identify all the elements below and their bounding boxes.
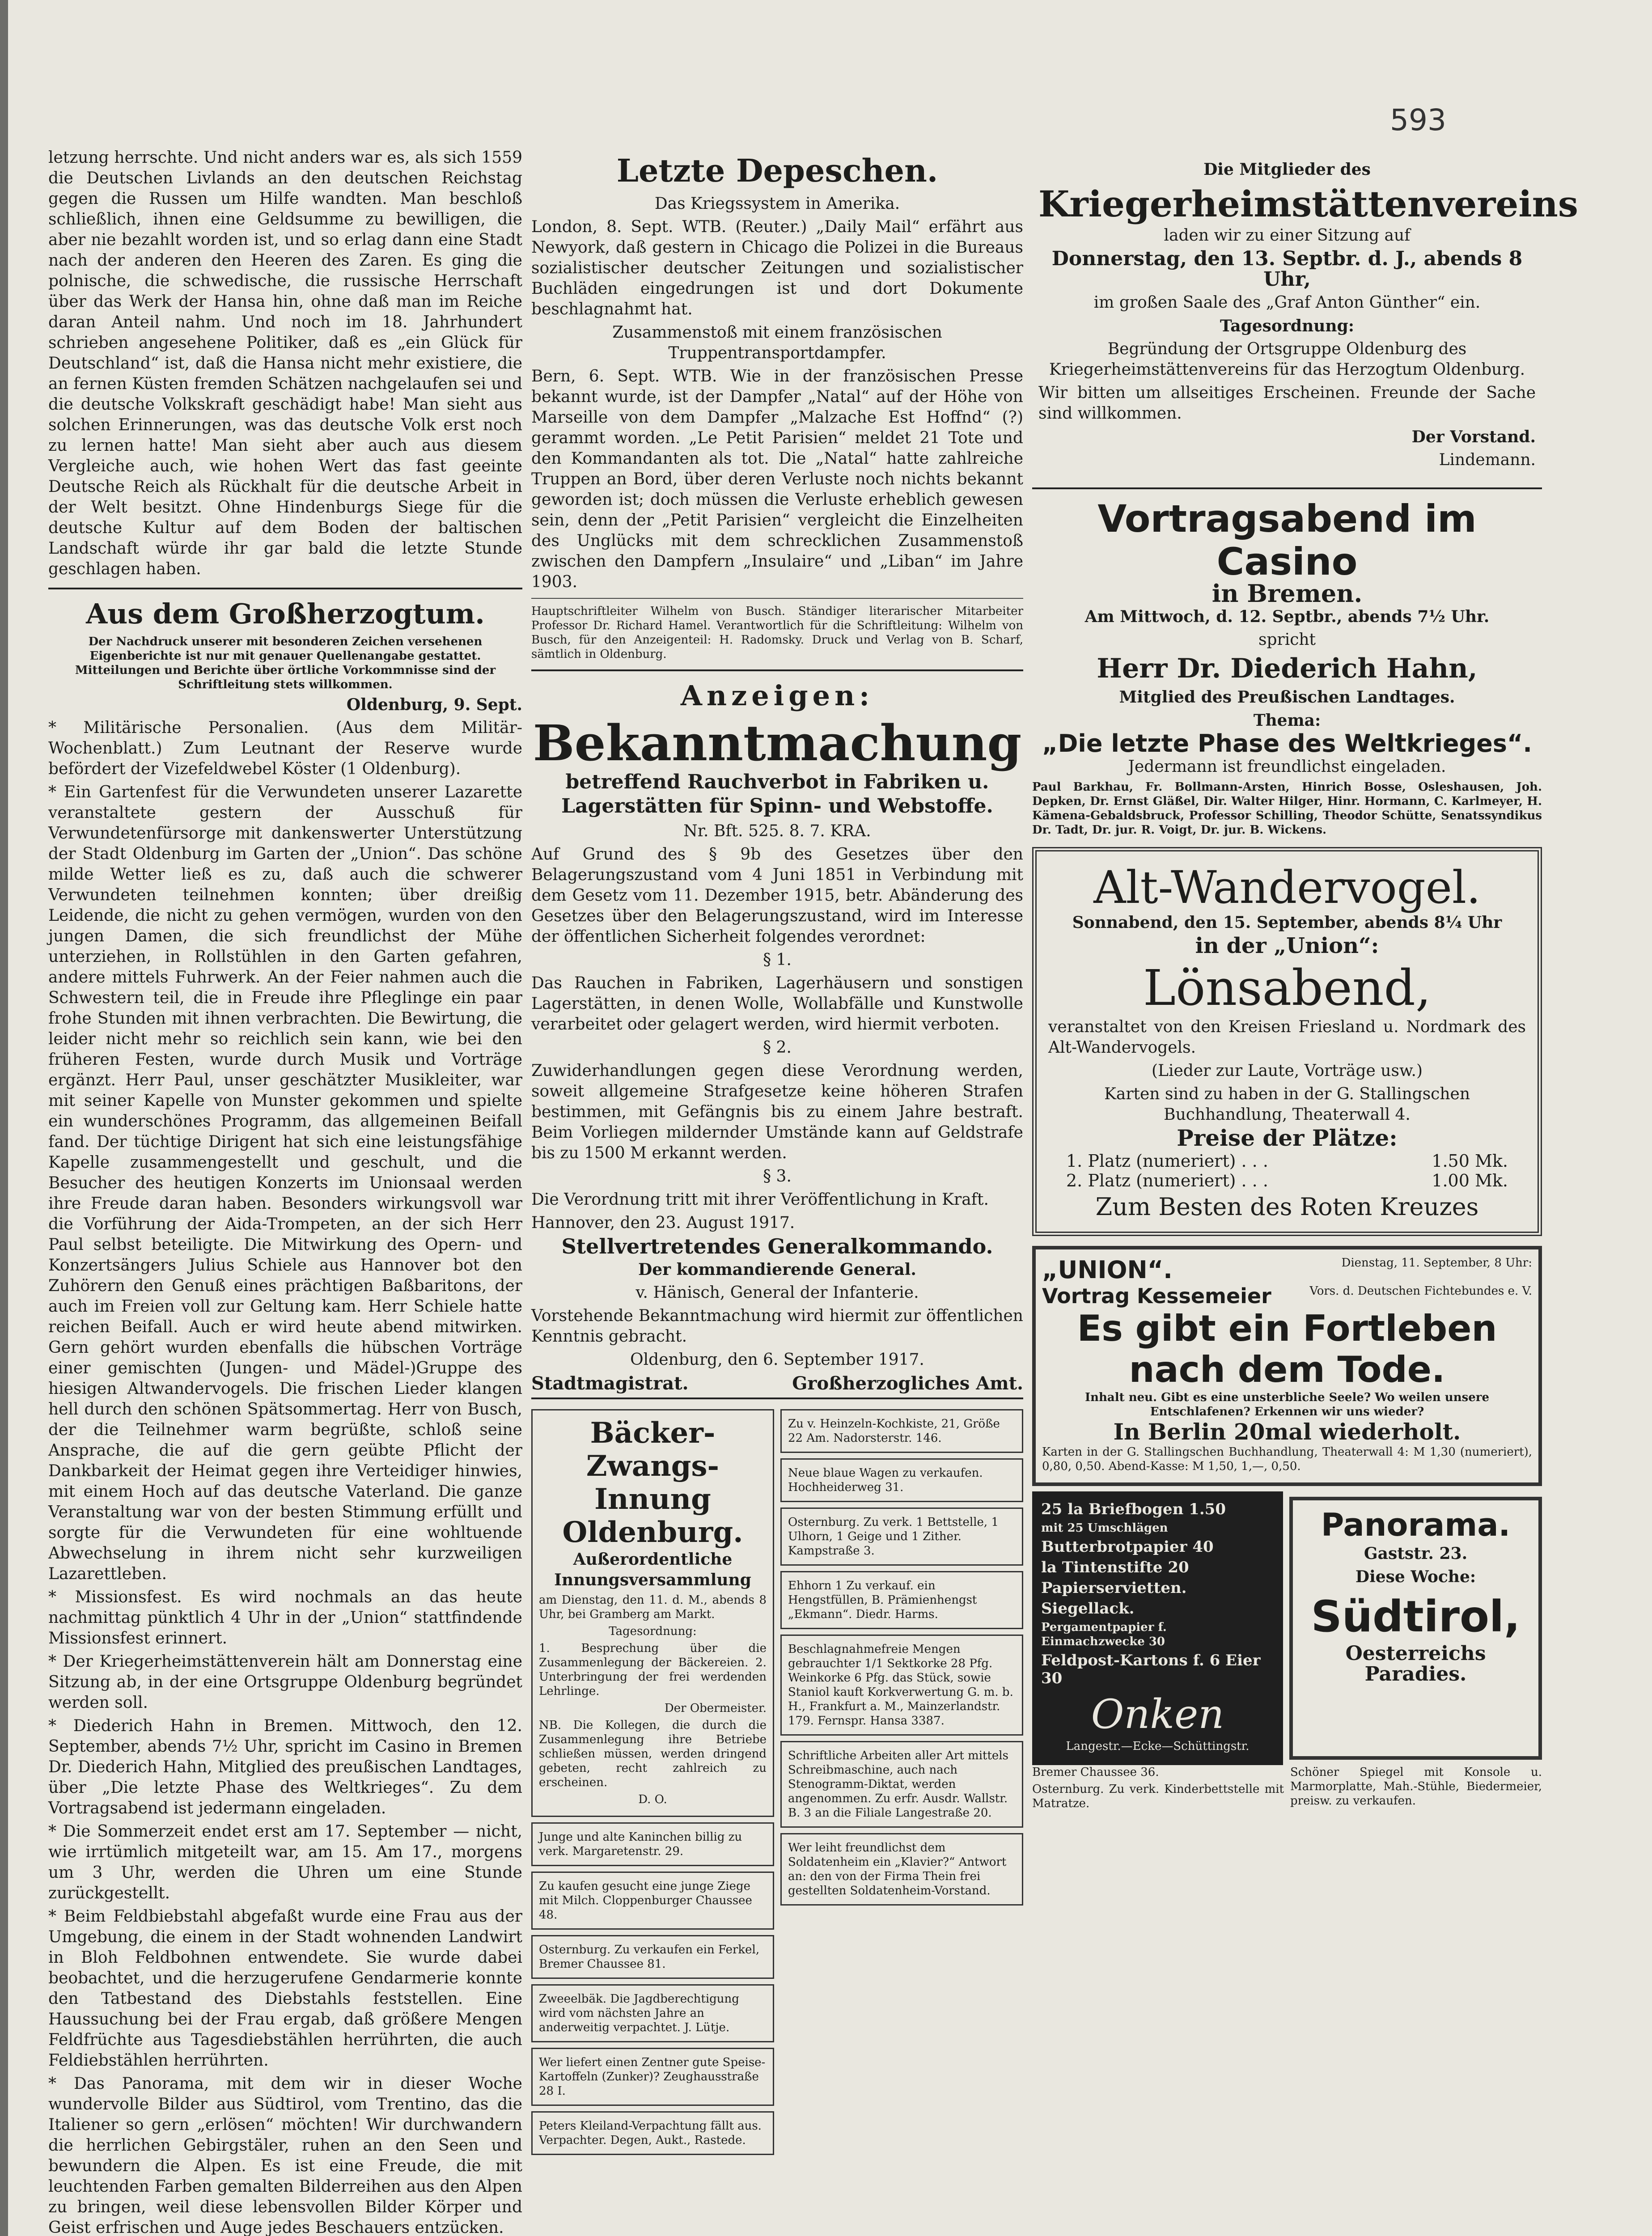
casino-theme: „Die letzte Phase des Weltkrieges“. <box>1042 729 1532 758</box>
wandervogel-program: (Lieder zur Laute, Vorträge usw.) <box>1152 1062 1423 1080</box>
wandervogel-date: Sonnabend, den 15. September, abends 8¼ Uhr <box>1072 913 1502 932</box>
price-label: 2. Platz (numeriert) . . . <box>1066 1171 1268 1190</box>
authority-signature: v. Hänisch, General der Infanterie. <box>635 1283 919 1302</box>
classified-ad: Zu kaufen gesucht eine junge Ziege mit Milch. Cloppenburger Chaussee 48. <box>531 1872 774 1930</box>
paragraph-text: Die Verordnung tritt mit ihrer Veröffentlichung in Kraft. <box>531 1190 989 1209</box>
ads-left-column <box>531 1404 774 2160</box>
paragraph-text: Das Rauchen in Fabriken, Lagerhäusern und sonstigen Lagerstätten, in denen Wolle, Wollabfälle und Kunstwolle verarbeitet oder gelagert werden, wird hiermit verboten. <box>531 974 1023 1033</box>
casino-role: Mitglied des Preußischen Landtages. <box>1119 688 1455 707</box>
imprint: Hauptschriftleiter Wilhelm von Busch. Ständiger literarischer Mitarbeiter Professor Dr. Richard Hamel. Verantwortlich für die Schriftleitung: Wilhelm von Busch, für den Anzeigenteil: H. Radomsky. Druck und Verlag von B. Scharf, sämtlich in Oldenburg. <box>531 605 1023 661</box>
union-questions: Inhalt neu. Gibt es eine unsterbliche Seele? Wo weilen unsere Entschlafenen? Erkennen wir uns wieder? <box>1084 1391 1490 1419</box>
news-item: * Diederich Hahn in Bremen. Mittwoch, den 12. September, abends 7½ Uhr, spricht im Casino in Bremen Dr. Diederich Hahn, Mitglied des preußischen Landtages, über „Die letzte Phase des Weltkrieges“. Zu dem Vortragsabend ist jedermann eingeladen. <box>48 1717 522 1817</box>
casino-speaker: Herr Dr. Diederich Hahn, <box>1097 653 1478 684</box>
paragraph-label: § 2. <box>763 1038 792 1057</box>
classified-ad: Zu v. Heinzeln-Kochkiste, 21, Größe 22 Am. Nadorsterstr. 146. <box>780 1409 1023 1453</box>
onken-item: Papierservietten. <box>1041 1579 1187 1597</box>
wandervogel-prices-title: Preise der Plätze: <box>1177 1125 1398 1151</box>
divider <box>531 598 1023 599</box>
bekanntmachung-number: Nr. Bft. 525. 8. 7. KRA. <box>683 822 871 840</box>
ad-altwandervogel <box>1032 847 1542 1236</box>
krieger-invite: laden wir zu einer Sitzung auf <box>1164 226 1411 245</box>
depesche-text: Bern, 6. Sept. WTB. Wie in der französischen Presse bekannt wurde, ist der Dampfer „Natal“ auf der Höhe von Marseille von dem Dampfer „Malzache Est Hoffnd“ (?) gerammt worden. „Le Petit Parisien“ meldet 21 Tote und den Kommandanten als tot. Die „Natal“ hatte zahlreiche Truppen an Bord, über deren Verluste noch nichts bekannt geworden ist; doch müssen die Verluste erheblich gewesen sein, denn der „Petit Parisien“ vergleicht die Einzelheiten des Unglücks mit dem schrecklichen Zusammenstoß zwischen den Dampfern „Insulaire“ und „Liban“ im Jahre 1903. <box>531 367 1023 591</box>
onken-item: la Tintenstifte 20 <box>1041 1558 1189 1576</box>
panorama-subtitle: Oesterreichs Paradies. <box>1345 1642 1486 1685</box>
news-item: * Das Panorama, mit dem wir in dieser Woche wundervolle Bilder aus Südtirol, vom Trentino, das die Italiener so gern „erlösen“ möchten! Wir durchwandern die herrlichen Gebirgstäler, ruhen an den Seen und bewundern die Alpen. Es ist eine Freude, die mit leuchtenden Farben gemalten Bilderreihen aus den Alpen zu bringen, weil diese lebensvollen Bilder Körper und Geist erfrischen und Auge jedes Beschauers entzücken. <box>48 2075 522 2236</box>
classified-ad: Wer liefert einen Zentner gute Speise-Kartoffeln (Zunker)? Zeughausstraße 28 I. <box>531 2048 774 2106</box>
ads-right-column <box>780 1404 1023 2160</box>
krieger-place: im großen Saale des „Graf Anton Günther“ ein. <box>1093 293 1481 312</box>
news-item: * Ein Gartenfest für die Verwundeten unserer Lazarette veranstaltete gestern der Ausschuß für Verwundetenfürsorge mit dankenswerter Unterstützung der Stadt Oldenburg im Garten der „Union“. Das schöne milde Wetter ließ es zu, daß auch die schwerer Verwundeten teilnehmen konnten; über dreißig Leidende, die nicht zu gehen vermögen, wurden von den jungen Damen, die sich freundlichst der Mühe unterziehen, in Rollstühlen in den Garten gefahren, andere mittels Fuhrwerk. An der Feier nahmen auch die Schwestern teil, die in Freude ihre Pfleglinge ein paar frohe Stunden mit ihnen verbrachten. Die Bewirtung, die leider nicht mehr so reichlich sein kann, wie bei den früheren Festen, wurde durch Musik und Vorträge ergänzt. Herr Paul, unser geschätzter Musikleiter, war mit seiner Kapelle von Munster gekommen und spielte ein wunderschönes Programm, das allgemeinen Beifall fand. Der tüchtige Dirigent hat sich eine leistungsfähige Kapelle zusammengestellt und geschult, und die Besucher des heutigen Konzerts im Unionsaal werden ihre Freude daran haben. Besonders wirkungsvoll war die Vorführung der Aida-Trompeten, an der sich Herr Paul selbst beteiligte. Die Mitwirkung des Opern- und Konzertsängers Julius Schiele aus Hannover bot den Zuhörern den Genuß eines prächtigen Baßbaritons, der auch im Freien voll zur Geltung kam. Herr Schiele hatte reichen Beifall. Auch er wird heute abend mitwirken. Gern gehört wurden ebenfalls die hübschen Vorträge einer gemischten (Jungen- und Mädel-)Gruppe des hiesigen Altwandervogels. Die frischen Lieder klangen hell durch den schönen Spätsommertag. Herr von Busch, der die Teilnehmer warm begrüßte, schloß seine Ansprache, die auf die gern geübte Pflicht der Dankbarkeit der Heimat gegen ihre Verteidiger hinwies, mit einem Hoch auf das deutsche Vaterland. Die ganze Veranstaltung war von der besten Stimmung erfüllt und sorgte für die Verwundeten für eine wohltuende Abwechselung in ihrem nicht sehr kurzweiligen Lazarettleben. <box>48 783 522 1583</box>
authority-right: Großherzogliches Amt. <box>792 1373 1023 1394</box>
classified-ad: Wer leiht freundlichst dem Soldatenheim ein „Klavier?“ Antwort an: den von der Firma Thein frei gestellten Soldatenheim-Vorstand. <box>780 1833 1023 1906</box>
baecker-text: am Dienstag, den 11. d. M., abends 8 Uhr, bei Gramberg am Markt. <box>539 1593 767 1621</box>
krieger-name: Lindemann. <box>1439 451 1536 469</box>
baecker-title: Bäcker-Zwangs-Innung Oldenburg. <box>562 1416 743 1549</box>
classified-ad: Osternburg. Zu verkaufen ein Ferkel, Bremer Chaussee 81. <box>531 1935 774 1979</box>
section-title: Aus dem Großherzogtum. <box>86 597 485 630</box>
wandervogel-title: Alt-Wandervogel. <box>1093 861 1481 914</box>
column-left <box>48 148 522 2236</box>
bekanntmachung-place: Oldenburg, den 6. September 1917. <box>630 1351 924 1369</box>
classified-ad: Schriftliche Arbeiten aller Art mittels Schreibmaschine, auch nach Stenogramm-Diktat, werden angenommen. Zu erfr. Ausdr. Wallstr. B. 3 an die Filiale Langestraße 20. <box>780 1741 1023 1828</box>
divider <box>1032 487 1542 489</box>
paragraph-label: § 3. <box>763 1167 792 1186</box>
wandervogel-place: in der „Union“: <box>1195 933 1379 958</box>
wandervogel-benefit: Zum Besten des Roten Kreuzes <box>1095 1193 1479 1221</box>
news-item: * Die Sommerzeit endet erst am 17. September — nicht, wie irrtümlich mitgeteilt war, am 15. Am 17., morgens um 3 Uhr, werden die Uhren um eine Stunde zurückgestellt. <box>48 1822 522 1902</box>
onken-item: Butterbrotpapier 40 <box>1041 1538 1214 1556</box>
bekanntmachung-title: Bekanntmachung <box>533 714 1022 772</box>
authority-left: Stadtmagistrat. <box>531 1373 689 1394</box>
depesche-heading: Zusammenstoß mit einem französischen Truppentransportdampfer. <box>612 323 942 362</box>
column-right <box>1032 148 1578 1813</box>
korken-ad: Beschlagnahmefreie Mengen gebrauchter 1/1 Sektkorke 28 Pfg. Weinkorke 6 Pfg. das Stück, sowie Staniol kauft Korkverwertung G. m. b. H., Frankfurt a. M., Mainzerlandstr. 179. Fernspr. Hansa 3387. <box>780 1635 1023 1736</box>
panorama-address: Gaststr. 23. <box>1364 1544 1468 1563</box>
page-number: 593 <box>1390 103 1446 137</box>
section-note: Der Nachdruck unserer mit besonderen Zeichen versehenen Eigenberichte ist nur mit genauer Quellenangabe gestattet. Mitteilungen und Berichte über örtliche Vorkommnisse sind der Schriftleitung stets willkommen. <box>75 635 496 691</box>
depesche-heading: Das Kriegssystem in Amerika. <box>654 195 900 213</box>
onken-item: 25 la Briefbogen 1.50 <box>1041 1500 1226 1518</box>
ad-panorama <box>1289 1497 1542 1760</box>
authority-name: Stellvertretendes Generalkommando. <box>561 1234 993 1258</box>
ad-casino <box>1032 497 1542 837</box>
onken-item: Feldpost-Kartons f. 6 Eier 30 <box>1041 1652 1261 1687</box>
bekanntmachung-date: Hannover, den 23. August 1917. <box>531 1214 795 1232</box>
price-value: 1.00 Mk. <box>1432 1171 1508 1190</box>
price-label: 1. Platz (numeriert) . . . <box>1066 1151 1268 1171</box>
bekanntmachung-subject: betreffend Rauchverbot in Fabriken u. Lagerstätten für Spinn- und Webstoffe. <box>561 771 993 817</box>
union-tickets: Karten in der G. Stallingschen Buchhandlung, Theaterwall 4: M 1,30 (numeriert), 0,80, 0,50. Abend-Kasse: M 1,50, 1,—, 0,50. <box>1042 1445 1532 1473</box>
wandervogel-organizer: veranstaltet von den Kreisen Friesland u. Nordmark des Alt-Wandervogels. <box>1048 1018 1526 1057</box>
onken-address: Langestr.—Ecke—Schüttingstr. <box>1066 1740 1250 1753</box>
baecker-signature: Der Obermeister. <box>664 1702 767 1715</box>
news-item: * Militärische Personalien. (Aus dem Militär-Wochenblatt.) Zum Leutnant der Reserve wurde befördert der Vizefeldwebel Köster (1 Oldenburg). <box>48 719 522 778</box>
ads-label: Anzeigen: <box>680 679 874 712</box>
ad-baecker <box>531 1409 774 1817</box>
classified-ad: Neue blaue Wagen zu verkaufen. Hochheiderweg 31. <box>780 1458 1023 1502</box>
classified-ad: Peters Kleiland-Verpachtung fällt aus. Verpachter. Degen, Aukt., Rastede. <box>531 2111 774 2155</box>
baecker-agenda: 1. Besprechung über die Zusammenlegung der Bäckereien. 2. Unterbringung der frei werdenden Lehrlinge. <box>539 1642 767 1698</box>
casino-speaks: spricht <box>1258 631 1316 649</box>
bekanntmachung-footer: Vorstehende Bekanntmachung wird hiermit zur öffentlichen Kenntnis gebracht. <box>531 1307 1023 1346</box>
classified-ad: Ehhorn 1 Zu verkauf. ein Hengstfüllen, B. Prämienhengst „Ekmann“. Diedr. Harms. <box>780 1571 1023 1629</box>
krieger-plea: Wir bitten um allseitiges Erscheinen. Freunde der Sache sind willkommen. <box>1038 384 1536 423</box>
newspaper-page <box>8 0 1652 2236</box>
onken-item: Siegellack. <box>1041 1600 1135 1618</box>
ad-union <box>1032 1246 1542 1486</box>
krieger-agenda-label: Tagesordnung: <box>1220 317 1355 335</box>
union-organizer: Vors. d. Deutschen Fichtebundes e. V. <box>1309 1284 1532 1298</box>
krieger-title: Kriegerheimstättenvereins <box>1038 183 1578 225</box>
wandervogel-tickets: Karten sind zu haben in der G. Stallingschen Buchhandlung, Theaterwall 4. <box>1104 1085 1470 1124</box>
onken-logo: Onken <box>1091 1691 1224 1738</box>
baecker-note: NB. Die Kollegen, die durch die Zusammenlegung ihre Betriebe schließen müssen, werden dringend gebeten, recht zahlreich zu erscheinen. <box>539 1719 767 1789</box>
casino-theme-label: Thema: <box>1253 711 1321 730</box>
divider <box>48 588 522 589</box>
onken-item: Pergamentpapier f. Einmachzwecke 30 <box>1041 1621 1167 1648</box>
classified-ad: Zweeelbäk. Die Jagdberechtigung wird vom nächsten Jahre an anderweitig verpachtet. J. Lütje. <box>531 1984 774 2042</box>
news-item: * Der Kriegerheimstättenverein hält am Donnerstag eine Sitzung ab, in der eine Ortsgruppe Oldenburg begründet werden soll. <box>48 1652 522 1712</box>
baecker-initials: D. O. <box>638 1793 667 1806</box>
casino-title: Vortragsabend im Casino <box>1097 497 1477 584</box>
panorama-week: Diese Woche: <box>1355 1567 1476 1586</box>
baecker-agenda-label: Tagesordnung: <box>609 1625 697 1638</box>
union-lecture: Vortrag Kessemeier <box>1042 1284 1271 1308</box>
wandervogel-event: Lönsabend, <box>1143 959 1431 1016</box>
union-name: „UNION“. <box>1042 1256 1173 1284</box>
article-intro: letzung herrschte. Und nicht anders war es, als sich 1559 die Deutschen Livlands an den deutschen Reichstag gegen die Russen um Hilfe wandten. Man beschloß schließlich, ihnen eine Geldsumme zu bewilligen, die aber nie bezahlt worden ist, und so erlag dann eine Stadt nach der anderen den Heeren des Zaren. Es ging die polnische, die schwedische, die russische Herrschaft über das Werk der Hansa hin, ohne daß man im Reiche daran Anteil nahm. Und noch im 18. Jahrhundert schrieben angesehene Politiker, daß es „ein Glück für Deutschland“ ist, daß die Hansa nicht mehr existiere, die an fernen Küsten fremden Schätzen nachgelaufen sei und die deutsche Volkskraft geschädigt habe! Man sieht aus solchen Erinnerungen, was das deutsche Volk erst noch zu lernen hatte! Man sieht aber auch aus diesem Vergleiche auch, wie hohen Wert das fast geeinte Deutsche Reich als Rückhalt für die deutsche Arbeit in der Welt besitzt. Ohne Hindenburgs Siege für die deutsche Kultur auf dem Boden der baltischen Landschaft würde ihr gar bald die letzte Stunde geschlagen haben. <box>48 148 522 578</box>
baecker-subtitle: Außerordentliche Innungsversammlung <box>554 1550 751 1589</box>
classified-ad: Osternburg. Zu verk. 1 Bettstelle, 1 Ulhorn, 1 Geige und 1 Zither. Kampstraße 3. <box>780 1508 1023 1566</box>
news-item: * Beim Feldbiebstahl abgefaßt wurde eine Frau aus der Umgebung, die einem in der Stadt wohnenden Landwirt in Bloh Feldbohnen entwendete. Sie wurde dabei beobachtet, und die herzugerufene Gendarmerie konnte den Tatbestand des Diebstahls feststellen. Eine Haussuchung bei der Frau ergab, daß größere Mengen Feldfrüchte aus Tagesdiebstählen herrührten, die auch Feldiebstählen herrührten. <box>48 1907 522 2070</box>
krieger-signature: Der Vorstand. <box>1411 428 1536 446</box>
ad-onken <box>1032 1491 1283 1765</box>
dateline: Oldenburg, 9. Sept. <box>346 695 522 714</box>
panorama-topic: Südtirol, <box>1311 1592 1521 1642</box>
depesche-text: London, 8. Sept. WTB. (Reuter.) „Daily Mail“ erfährt aus Newyork, daß gestern in Chicago die Polizei in die Bureaus sozialistischer deutscher Zeitungen und sozialistischer Buchläden eingedrungen ist und dort Dokumente beschlagnahmt hat. <box>531 218 1023 318</box>
panorama-title: Panorama. <box>1321 1507 1511 1543</box>
paragraph-text: Zuwiderhandlungen gegen diese Verordnung werden, soweit allgemeine Strafgesetze keine höheren Strafen bestimmen, mit Gefängnis bis zu einem Jahre bestraft. Beim Vorliegen mildernder Umstände kann auf Geldstrafe bis zu 1500 M erkannt werden. <box>531 1062 1023 1162</box>
casino-hosts: Paul Barkhau, Fr. Bollmann-Arsten, Hinrich Bosse, Osleshausen, Joh. Depken, Dr. Ernst Gläßel, Dir. Walter Hilger, Hinr. Hormann, C. Karlmeyer, H. Kämena-Gebaldsbruck, Professor Schilling, Theodor Schütte, Senatssyndikus Dr. Tadt, Dr. jur. R. Voigt, Dr. jur. B. Wickens. <box>1032 780 1542 837</box>
krieger-agenda: Begründung der Ortsgruppe Oldenburg des Kriegerheimstättenvereins für das Herzogtum Oldenburg. <box>1049 340 1525 379</box>
depeschen-title: Letzte Depeschen. <box>616 152 938 189</box>
casino-date: Am Mittwoch, d. 12. Septbr., abends 7½ Uhr. <box>1084 607 1490 626</box>
paragraph-label: § 1. <box>763 951 792 969</box>
casino-invite: Jedermann ist freundlichst eingeladen. <box>1128 758 1446 776</box>
price-value: 1.50 Mk. <box>1432 1151 1508 1171</box>
onken-item: mit 25 Umschlägen <box>1041 1521 1168 1535</box>
authority-title: Der kommandierende General. <box>638 1260 916 1279</box>
classified-ad: Schöner Spiegel mit Konsole u. Marmorplatte, Mah.-Stühle, Biedermeier, preisw. zu verkaufen. <box>1290 1766 1542 1808</box>
news-item: * Missionsfest. Es wird nochmals an das heute nachmittag pünktlich 4 Uhr in der „Union“ stattfindende Missionsfest erinnert. <box>48 1588 522 1647</box>
union-title: Es gibt ein Fortleben nach dem Tode. <box>1077 1308 1497 1390</box>
classified-ad: Osternburg. Zu verk. Kinderbettstelle mit Matratze. <box>1032 1783 1284 1810</box>
krieger-date: Donnerstag, den 13. Septbr. d. J., abends 8 Uhr, <box>1051 247 1523 291</box>
union-date: Dienstag, 11. September, 8 Uhr: <box>1341 1256 1532 1270</box>
column-middle <box>531 148 1023 2160</box>
bekanntmachung-intro: Auf Grund des § 9b des Gesetzes über den Belagerungszustand vom 4 Juni 1851 in Verbindung mit dem Gesetz vom 11. Dezember 1915, betr. Abänderung des Gesetzes über den Belagerungszustand, wird im Interesse der öffentlichen Sicherheit folgendes verordnet: <box>531 845 1023 946</box>
union-repeat: In Berlin 20mal wiederholt. <box>1113 1419 1461 1445</box>
classified-ad: Junge und alte Kaninchen billig zu verk. Margaretenstr. 29. <box>531 1822 774 1866</box>
casino-city: in Bremen. <box>1211 579 1363 608</box>
ad-kriegerheimstaetten <box>1032 153 1578 479</box>
classified-ad: Bremer Chaussee 36. <box>1032 1766 1159 1779</box>
divider <box>531 669 1023 671</box>
krieger-pretitle: Die Mitglieder des <box>1203 160 1371 179</box>
